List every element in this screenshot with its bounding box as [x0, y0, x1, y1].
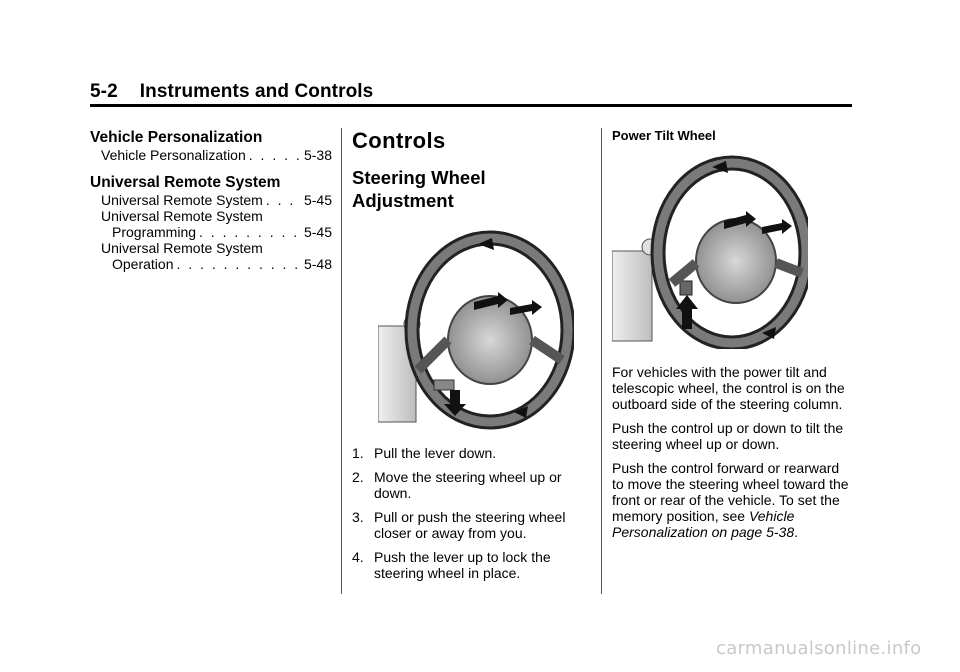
toc-group-vehicle-personalization — [90, 128, 332, 163]
toc-entry[interactable]: Universal Remote System . . . 5-45 — [90, 192, 332, 208]
power-tilt-wheel-illustration — [612, 153, 808, 349]
toc-heading: Vehicle Personalization — [90, 129, 263, 146]
section-number: 5-2 — [90, 81, 118, 102]
column-divider-2 — [601, 128, 602, 594]
list-item: 2. Move the steering wheel up or down. — [352, 469, 562, 501]
toc-entry[interactable]: Vehicle Personalization . . . 5-38 — [90, 147, 332, 163]
watermark: carmanualsonline.info — [716, 638, 922, 659]
controls-column — [352, 128, 592, 589]
toc-column — [90, 128, 332, 282]
power-tilt-column — [612, 128, 854, 548]
list-item: 4. Push the lever up to lock the steering wheel in place. — [352, 549, 551, 581]
subsection-heading: Power Tilt Wheel — [612, 128, 716, 143]
toc-entry[interactable]: Operation . . . 5-48 — [90, 256, 332, 272]
paragraph: For vehicles with the power tilt and telescopic wheel, the control is on the outboard side of the steering column. — [612, 364, 845, 412]
cross-reference-link[interactable]: Vehicle Personalization on page 5-38 — [612, 508, 795, 540]
section-heading: Controls — [352, 128, 446, 153]
header-title — [90, 81, 852, 103]
toc-group-universal-remote — [90, 173, 332, 272]
steering-wheel-illustration — [378, 230, 574, 430]
toc-entry[interactable]: Programming . . . 5-45 — [90, 224, 332, 240]
list-item: 1. Pull the lever down. — [352, 445, 497, 461]
toc-entry-line: Universal Remote System — [101, 240, 263, 256]
header-rule — [90, 104, 852, 107]
instruction-list — [352, 445, 592, 581]
column-divider-1 — [341, 128, 342, 594]
list-item: 3. Pull or push the steering wheel closer or away from you. — [352, 509, 566, 541]
subsection-heading-line1: Steering Wheel — [352, 167, 486, 188]
toc-entry-line: Universal Remote System — [101, 208, 263, 224]
paragraph: Push the control forward or rearward to move the steering wheel toward the front or rear of the vehicle. To set the memory position, see Vehicle Personalization on page 5-38. — [612, 460, 849, 540]
page-header — [90, 81, 852, 103]
toc-heading: Universal Remote System — [90, 174, 281, 191]
chapter-title: Instruments and Controls — [139, 81, 374, 102]
paragraph: Push the control up or down to tilt the steering wheel up or down. — [612, 420, 844, 452]
subsection-heading-line2: Adjustment — [352, 190, 454, 211]
